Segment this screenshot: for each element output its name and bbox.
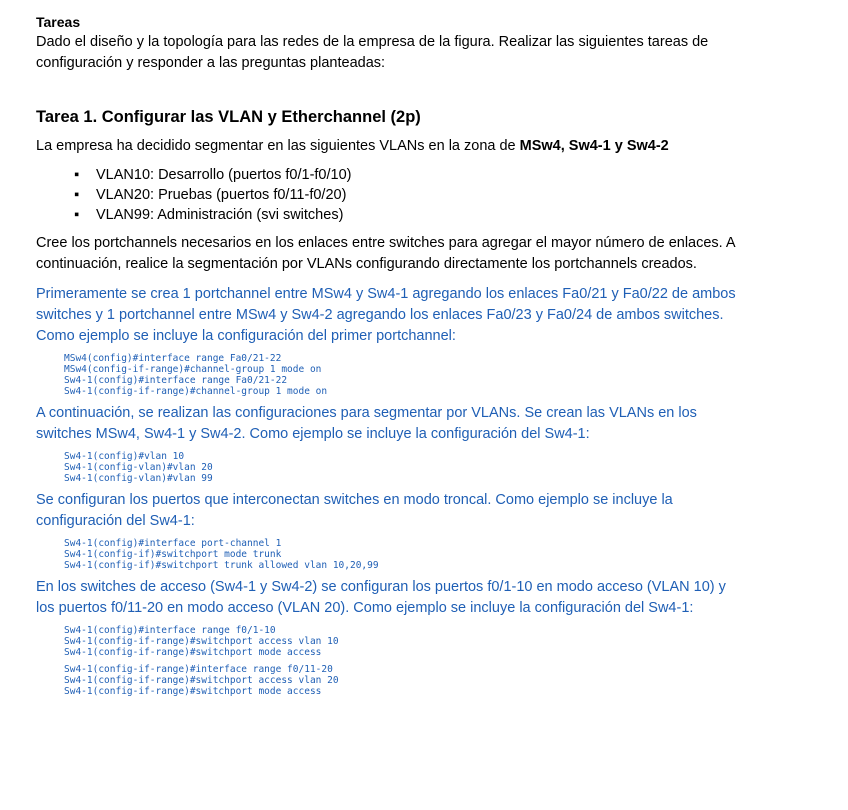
- tareas-heading: Tareas: [36, 14, 81, 30]
- answer-line: Primeramente se crea 1 portchannel entre MSw4 y Sw4-1 agregando los enlaces Fa0/21 y Fa0/22 de ambos: [36, 286, 736, 302]
- task1-instructions: [36, 233, 812, 275]
- code-block-portchannel: [36, 353, 812, 397]
- code-block-vlans: [36, 451, 812, 484]
- code-line: Sw4-1(config-if-range)#switchport mode access: [64, 647, 322, 658]
- code-line: Sw4-1(config-if-range)#channel-group 1 mode on: [64, 386, 328, 397]
- answer-paragraph-1: [36, 284, 812, 347]
- document-page: [36, 12, 812, 703]
- task1-intro-prefix: La empresa ha decidido segmentar en las siguientes VLANs en la zona de: [36, 138, 520, 154]
- code-line: Sw4-1(config-if)#switchport trunk allowed vlan 10,20,99: [64, 560, 379, 571]
- answer-paragraph-2: [36, 403, 812, 445]
- code-line: Sw4-1(config-if-range)#switchport access vlan 20: [64, 675, 339, 686]
- instructions-line-1: Cree los portchannels necesarios en los enlaces entre switches para agregar el mayor número de enlaces. A: [36, 235, 736, 251]
- task1-title: Tarea 1. Configurar las VLAN y Etherchannel (2p): [36, 108, 421, 126]
- vlan-item-label: VLAN99: Administración (svi switches): [96, 207, 344, 223]
- vlan-item-label: VLAN20: Pruebas (puertos f0/11-f0/20): [96, 187, 347, 203]
- tareas-intro-line-2: configuración y responder a las preguntas planteadas:: [36, 55, 386, 71]
- answer-line: Como ejemplo se incluye la configuración del primer portchannel:: [36, 328, 456, 344]
- code-line: Sw4-1(config-vlan)#vlan 99: [64, 473, 213, 484]
- answer-paragraph-3: [36, 490, 812, 532]
- code-line: Sw4-1(config-if)#switchport mode trunk: [64, 549, 282, 560]
- tareas-intro: [36, 32, 812, 74]
- code-line: Sw4-1(config-if-range)#switchport mode access: [64, 686, 322, 697]
- code-line: Sw4-1(config-if-range)#interface range f0/11-20: [64, 664, 333, 675]
- answer-line: switches MSw4, Sw4-1 y Sw4-2. Como ejemplo se incluye la configuración del Sw4-1:: [36, 426, 590, 442]
- code-line: Sw4-1(config-if-range)#switchport access vlan 10: [64, 636, 339, 647]
- answer-line: configuración del Sw4-1:: [36, 513, 195, 529]
- instructions-line-2: continuación, realice la segmentación por VLANs configurando directamente los portchannels creados.: [36, 256, 697, 272]
- code-line: Sw4-1(config)#interface range Fa0/21-22: [64, 375, 288, 386]
- vlan-list: [36, 165, 812, 225]
- answer-line: En los switches de acceso (Sw4-1 y Sw4-2) se configuran los puertos f0/1-10 en modo acceso (VLAN 10) y: [36, 579, 726, 595]
- list-item: [74, 205, 812, 225]
- bullet-icon: ▪: [74, 187, 80, 203]
- list-item: [74, 185, 812, 205]
- code-line: Sw4-1(config)#interface range f0/1-10: [64, 625, 276, 636]
- code-line: Sw4-1(config-vlan)#vlan 20: [64, 462, 213, 473]
- code-line: MSw4(config)#interface range Fa0/21-22: [64, 353, 282, 364]
- code-block-access-20: [36, 664, 812, 697]
- list-item: [74, 165, 812, 185]
- code-line: MSw4(config-if-range)#channel-group 1 mode on: [64, 364, 322, 375]
- tareas-intro-line-1: Dado el diseño y la topología para las redes de la empresa de la figura. Realizar las siguientes tareas de: [36, 34, 709, 50]
- bullet-icon: ▪: [74, 167, 80, 183]
- task1-intro: [36, 136, 812, 157]
- code-line: Sw4-1(config)#interface port-channel 1: [64, 538, 282, 549]
- answer-line: Se configuran los puertos que interconectan switches en modo troncal. Como ejemplo se incluye la: [36, 492, 673, 508]
- answer-line: switches y 1 portchannel entre MSw4 y Sw4-2 agregando los enlaces Fa0/23 y Fa0/24 de ambos switches.: [36, 307, 724, 323]
- answer-paragraph-4: [36, 577, 812, 619]
- vlan-item-label: VLAN10: Desarrollo (puertos f0/1-f0/10): [96, 167, 352, 183]
- task1-intro-bold: MSw4, Sw4-1 y Sw4-2: [519, 138, 669, 154]
- bullet-icon: ▪: [74, 207, 80, 223]
- code-line: Sw4-1(config)#vlan 10: [64, 451, 185, 462]
- answer-line: los puertos f0/11-20 en modo acceso (VLAN 20). Como ejemplo se incluye la configuración del Sw4-1:: [36, 600, 694, 616]
- answer-line: A continuación, se realizan las configuraciones para segmentar por VLANs. Se crean las VLANs en los: [36, 405, 697, 421]
- code-block-trunk: [36, 538, 812, 571]
- code-block-access-10: [36, 625, 812, 658]
